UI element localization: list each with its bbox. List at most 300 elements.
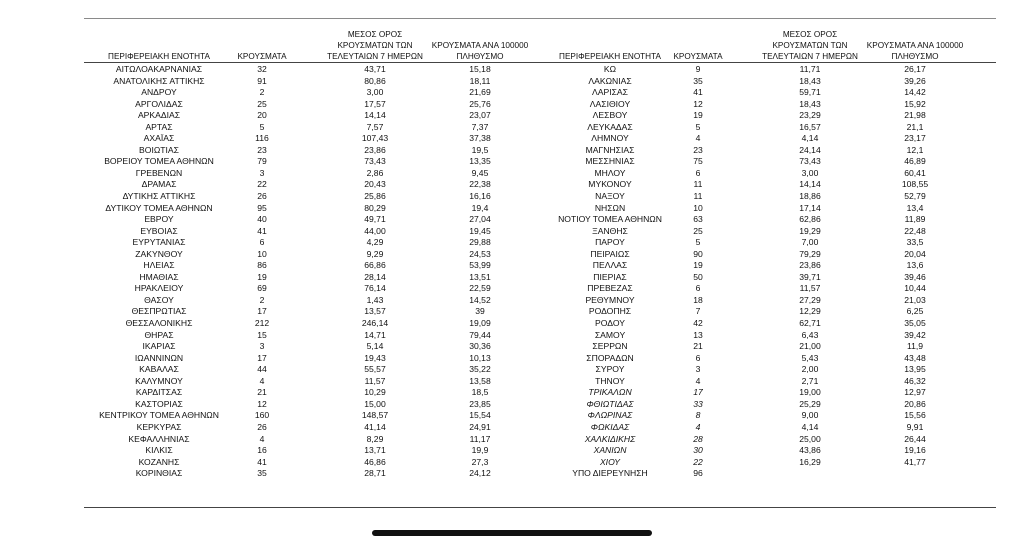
left-avg7-cell: 10,29	[364, 387, 386, 398]
right-region-cell: ΡΟΔΟΠΗΣ	[588, 306, 632, 317]
left-avg7-cell: 11,57	[364, 375, 386, 386]
right-region-cell: ΝΗΣΩΝ	[594, 202, 626, 213]
right-avg7-cell: 24,14	[799, 144, 821, 155]
right-avg7-cell: 2,00	[801, 364, 819, 375]
left-avg7-cell: 13,57	[364, 306, 386, 317]
right-avg7-cell: 43,86	[799, 445, 821, 456]
left-avg7-cell: 25,86	[364, 191, 386, 202]
left-per100k-cell: 23,07	[469, 110, 491, 121]
right-avg7-cell: 23,29	[799, 110, 821, 121]
right-region-cell: ΦΛΩΡΙΝΑΣ	[587, 410, 633, 421]
left-region-cell: ΑΧΑΪΑΣ	[143, 133, 175, 144]
right-avg7-cell: 19,00	[799, 387, 821, 398]
left-per100k-cell: 19,5	[471, 144, 489, 155]
table-row	[0, 306, 1024, 318]
left-per100k-cell: 13,35	[469, 156, 491, 167]
table-row	[0, 376, 1024, 388]
right-region-cell: ΞΑΝΘΗΣ	[592, 225, 628, 236]
right-avg7-cell: 25,29	[799, 398, 821, 409]
left-cases-cell: 41	[257, 225, 267, 236]
left-avg7-cell: 14,71	[364, 329, 386, 340]
left-avg7-cell: 8,29	[366, 433, 384, 444]
left-cases-cell: 41	[257, 456, 267, 467]
right-cases-cell: 63	[693, 214, 703, 225]
left-per100k-cell: 15,18	[469, 64, 491, 74]
home-indicator-bar	[372, 530, 652, 536]
right-cases-cell: 19	[693, 110, 703, 121]
table-row	[0, 399, 1024, 411]
right-avg7-cell: 25,00	[799, 433, 821, 444]
left-region-cell: ΕΥΒΟΙΑΣ	[140, 225, 178, 236]
left-cases-cell: 21	[257, 387, 267, 398]
table-row	[0, 422, 1024, 434]
left-avg7-cell: 14,14	[364, 110, 386, 121]
left-cases-cell: 212	[254, 318, 270, 329]
table-row	[0, 283, 1024, 295]
right-per100k-cell: 15,56	[904, 410, 926, 421]
right-cases-cell: 12	[693, 98, 703, 109]
right-avg7-cell: 11,57	[799, 283, 821, 294]
table-row	[0, 387, 1024, 399]
right-cases-cell: 19	[693, 260, 703, 271]
right-avg7-cell: 19,29	[799, 225, 821, 236]
right-avg7-cell: 4,14	[801, 421, 819, 432]
right-avg7-cell: 16,57	[799, 121, 821, 132]
right-region-cell: ΣΠΟΡΑΔΩΝ	[586, 352, 634, 363]
left-region-cell: ΑΡΓΟΛΙΔΑΣ	[135, 98, 183, 109]
right-per100k-cell: 11,89	[904, 214, 926, 225]
left-region-cell: ΚΕΦΑΛΛΗΝΙΑΣ	[128, 433, 190, 444]
left-region-cell: ΗΛΕΙΑΣ	[143, 260, 175, 271]
left-avg7-cell: 15,00	[364, 398, 386, 409]
right-cases-cell: 11	[693, 179, 703, 190]
right-cases-cell: 10	[693, 202, 703, 213]
right-per100k-cell: 52,79	[904, 191, 926, 202]
right-cases-cell: 22	[693, 456, 703, 467]
left-region-cell: ΚΑΛΥΜΝΟΥ	[135, 375, 183, 386]
left-cases-cell: 32	[257, 64, 267, 74]
right-per100k-cell: 21,03	[904, 294, 926, 305]
right-per100k-cell: 13,95	[904, 364, 926, 375]
right-cases-cell: 50	[693, 271, 703, 282]
left-region-cell: ΚΑΣΤΟΡΙΑΣ	[135, 398, 183, 409]
right-avg7-cell: 59,71	[799, 87, 821, 98]
left-cases-cell: 20	[257, 110, 267, 121]
left-cases-cell: 5	[259, 121, 265, 132]
data-table	[0, 64, 1024, 480]
right-per100k-cell: 43,48	[904, 352, 926, 363]
left-region-cell: ΙΚΑΡΙΑΣ	[142, 341, 176, 352]
left-per100k-cell: 24,91	[469, 421, 491, 432]
right-cases-cell: 13	[693, 329, 703, 340]
right-avg7-cell: 16,29	[799, 456, 821, 467]
left-per100k-cell: 15,54	[469, 410, 491, 421]
left-avg7-cell: 55,57	[364, 364, 386, 375]
right-region-cell: ΝΑΞΟΥ	[595, 191, 625, 202]
left-per100k-cell: 27,3	[471, 456, 489, 467]
left-region-cell: ΚΙΛΚΙΣ	[145, 445, 173, 456]
right-cases-cell: 18	[693, 294, 703, 305]
left-avg7-cell: 1,43	[366, 294, 384, 305]
right-cases-cell: 6	[695, 283, 701, 294]
left-cases-cell: 86	[257, 260, 267, 271]
table-row	[0, 457, 1024, 469]
right-per100k-cell: 22,48	[904, 225, 926, 236]
left-avg7-cell: 23,86	[364, 144, 386, 155]
right-cases-cell: 5	[695, 237, 701, 248]
left-per100k-cell: 19,45	[469, 225, 491, 236]
left-region-cell: ΑΝΑΤΟΛΙΚΗΣ ΑΤΤΙΚΗΣ	[113, 75, 205, 86]
left-cases-cell: 160	[254, 410, 270, 421]
left-per100k-cell: 14,52	[469, 294, 491, 305]
right-avg7-cell: 79,29	[799, 248, 821, 259]
left-cases-cell: 19	[257, 271, 267, 282]
left-per100k-cell: 23,85	[469, 398, 491, 409]
left-per100k-cell: 7,37	[471, 121, 489, 132]
left-region-cell: ΔΥΤΙΚΗΣ ΑΤΤΙΚΗΣ	[122, 191, 196, 202]
right-avg7-cell: 73,43	[799, 156, 821, 167]
right-region-cell: ΥΠΟ ΔΙΕΡΕΥΝΗΣΗ	[572, 468, 648, 479]
right-avg7-cell: 6,43	[801, 329, 819, 340]
left-header-avg7: ΜΕΣΟΣ ΟΡΟΣ ΚΡΟΥΣΜΑΤΩΝ ΤΩΝ ΤΕΛΕΥΤΑΙΩΝ 7 ΗΜΕΡΩΝ	[327, 30, 423, 61]
right-per100k-cell: 13,6	[906, 260, 924, 271]
table-row	[0, 353, 1024, 365]
left-header-per100k: ΚΡΟΥΣΜΑΤΑ ΑΝΑ 100000 ΠΛΗΘΥΣΜΟ	[431, 41, 529, 61]
right-region-cell: ΝΟΤΙΟΥ ΤΟΜΕΑ ΑΘΗΝΩΝ	[558, 214, 662, 225]
table-row	[0, 410, 1024, 422]
left-per100k-cell: 18,5	[471, 387, 489, 398]
left-region-cell: ΚΟΡΙΝΘΙΑΣ	[135, 468, 183, 479]
right-avg7-cell: 11,71	[799, 64, 821, 74]
left-region-cell: ΚΕΝΤΡΙΚΟΥ ΤΟΜΕΑ ΑΘΗΝΩΝ	[99, 410, 219, 421]
right-region-cell: ΧΑΛΚΙΔΙΚΗΣ	[584, 433, 636, 444]
left-cases-cell: 22	[257, 179, 267, 190]
table-row	[0, 272, 1024, 284]
left-per100k-cell: 13,58	[469, 375, 491, 386]
table-row	[0, 179, 1024, 191]
left-avg7-cell: 2,86	[366, 167, 384, 178]
left-avg7-cell: 17,57	[364, 98, 386, 109]
right-per100k-cell: 26,44	[904, 433, 926, 444]
right-region-cell: ΜΗΛΟΥ	[594, 167, 626, 178]
left-cases-cell: 3	[259, 167, 265, 178]
table-row	[0, 364, 1024, 376]
right-per100k-cell: 46,89	[904, 156, 926, 167]
left-avg7-cell: 20,43	[364, 179, 386, 190]
right-cases-cell: 96	[693, 468, 703, 479]
left-per100k-cell: 29,88	[469, 237, 491, 248]
right-region-cell: ΚΩ	[603, 64, 617, 74]
table-row	[0, 122, 1024, 134]
left-region-cell: ΕΒΡΟΥ	[144, 214, 174, 225]
left-region-cell: ΚΑΡΔΙΤΣΑΣ	[135, 387, 183, 398]
right-per100k-cell: 26,17	[904, 64, 926, 74]
right-cases-cell: 17	[693, 387, 703, 398]
left-per100k-cell: 39	[475, 306, 485, 317]
left-cases-cell: 12	[257, 398, 267, 409]
right-cases-cell: 9	[695, 64, 701, 74]
left-per100k-cell: 22,59	[469, 283, 491, 294]
table-row	[0, 341, 1024, 353]
left-region-cell: ΗΡΑΚΛΕΙΟΥ	[134, 283, 184, 294]
left-avg7-cell: 76,14	[364, 283, 386, 294]
right-per100k-cell: 41,77	[904, 456, 926, 467]
left-region-cell: ΖΑΚΥΝΘΟΥ	[135, 248, 183, 259]
right-cases-cell: 75	[693, 156, 703, 167]
right-per100k-cell: 23,17	[904, 133, 926, 144]
right-region-cell: ΣΑΜΟΥ	[594, 329, 626, 340]
right-per100k-cell: 108,55	[901, 179, 929, 190]
right-per100k-cell: 11,9	[906, 341, 924, 352]
left-region-cell: ΒΟΡΕΙΟΥ ΤΟΜΕΑ ΑΘΗΝΩΝ	[104, 156, 214, 167]
right-cases-cell: 4	[695, 421, 701, 432]
left-cases-cell: 35	[257, 468, 267, 479]
left-per100k-cell: 35,22	[469, 364, 491, 375]
table-row	[0, 110, 1024, 122]
right-per100k-cell: 33,5	[906, 237, 924, 248]
right-per100k-cell: 21,98	[904, 110, 926, 121]
right-region-cell: ΤΡΙΚΑΛΩΝ	[588, 387, 632, 398]
table-row	[0, 145, 1024, 157]
left-cases-cell: 44	[257, 364, 267, 375]
right-region-cell: ΠΕΛΛΑΣ	[592, 260, 628, 271]
right-per100k-cell: 10,44	[904, 283, 926, 294]
right-per100k-cell: 35,05	[904, 318, 926, 329]
table-row	[0, 156, 1024, 168]
table-row	[0, 191, 1024, 203]
table-row	[0, 168, 1024, 180]
right-cases-cell: 4	[695, 133, 701, 144]
right-cases-cell: 4	[695, 375, 701, 386]
left-avg7-cell: 9,29	[366, 248, 384, 259]
table-row	[0, 330, 1024, 342]
right-region-cell: ΛΗΜΝΟΥ	[591, 133, 629, 144]
left-cases-cell: 4	[259, 375, 265, 386]
left-per100k-cell: 19,4	[471, 202, 489, 213]
left-cases-cell: 26	[257, 421, 267, 432]
left-cases-cell: 3	[259, 341, 265, 352]
right-cases-cell: 90	[693, 248, 703, 259]
right-header-per100k: ΚΡΟΥΣΜΑΤΑ ΑΝΑ 100000 ΠΛΗΘΥΣΜΟ	[866, 41, 964, 61]
left-avg7-cell: 19,43	[364, 352, 386, 363]
left-avg7-cell: 246,14	[361, 318, 389, 329]
left-region-cell: ΗΜΑΘΙΑΣ	[139, 271, 179, 282]
left-cases-cell: 4	[259, 433, 265, 444]
right-per100k-cell: 21,1	[906, 121, 924, 132]
right-region-cell: ΜΑΓΝΗΣΙΑΣ	[585, 144, 635, 155]
right-avg7-cell: 39,71	[799, 271, 821, 282]
right-header-region: ΠΕΡΙΦΕΡΕΙΑΚΗ ΕΝΟΤΗΤΑ	[559, 52, 661, 61]
table-row	[0, 318, 1024, 330]
right-region-cell: ΛΑΣΙΘΙΟΥ	[589, 98, 631, 109]
table-row	[0, 237, 1024, 249]
right-region-cell: ΤΗΝΟΥ	[595, 375, 625, 386]
left-region-cell: ΔΡΑΜΑΣ	[141, 179, 177, 190]
table-row	[0, 87, 1024, 99]
left-avg7-cell: 148,57	[361, 410, 389, 421]
table-row	[0, 203, 1024, 215]
left-per100k-cell: 25,76	[469, 98, 491, 109]
right-region-cell: ΜΥΚΟΝΟΥ	[588, 179, 632, 190]
right-cases-cell: 41	[693, 87, 703, 98]
left-region-cell: ΘΗΡΑΣ	[144, 329, 174, 340]
table-row	[0, 133, 1024, 145]
right-region-cell: ΠΡΕΒΕΖΑΣ	[587, 283, 633, 294]
right-cases-cell: 7	[695, 306, 701, 317]
left-region-cell: ΚΕΡΚΥΡΑΣ	[136, 421, 182, 432]
right-per100k-cell: 39,46	[904, 271, 926, 282]
left-avg7-cell: 49,71	[364, 214, 386, 225]
right-avg7-cell: 12,29	[799, 306, 821, 317]
right-region-cell: ΛΕΣΒΟΥ	[592, 110, 628, 121]
right-avg7-cell: 21,00	[799, 341, 821, 352]
left-region-cell: ΚΑΒΑΛΑΣ	[139, 364, 179, 375]
left-avg7-cell: 7,57	[366, 121, 384, 132]
left-region-cell: ΓΡΕΒΕΝΩΝ	[135, 167, 183, 178]
left-per100k-cell: 21,69	[469, 87, 491, 98]
right-cases-cell: 23	[693, 144, 703, 155]
right-cases-cell: 3	[695, 364, 701, 375]
right-per100k-cell: 15,92	[904, 98, 926, 109]
right-avg7-cell: 4,14	[801, 133, 819, 144]
right-cases-cell: 35	[693, 75, 703, 86]
right-region-cell: ΠΙΕΡΙΑΣ	[593, 271, 627, 282]
left-avg7-cell: 107,43	[361, 133, 389, 144]
left-per100k-cell: 53,99	[469, 260, 491, 271]
left-cases-cell: 69	[257, 283, 267, 294]
right-per100k-cell: 6,25	[906, 306, 924, 317]
right-header-avg7: ΜΕΣΟΣ ΟΡΟΣ ΚΡΟΥΣΜΑΤΩΝ ΤΩΝ ΤΕΛΕΥΤΑΙΩΝ 7 ΗΜΕΡΩΝ	[762, 30, 858, 61]
right-avg7-cell: 62,86	[799, 214, 821, 225]
table-row	[0, 468, 1024, 480]
left-cases-cell: 40	[257, 214, 267, 225]
right-cases-cell: 21	[693, 341, 703, 352]
right-region-cell: ΛΑΡΙΣΑΣ	[592, 87, 628, 98]
left-cases-cell: 17	[257, 306, 267, 317]
left-cases-cell: 10	[257, 248, 267, 259]
table-row	[0, 214, 1024, 226]
right-cases-cell: 11	[693, 191, 703, 202]
right-region-cell: ΧΙΟΥ	[599, 456, 621, 467]
right-per100k-cell: 13,4	[906, 202, 924, 213]
right-avg7-cell: 14,14	[799, 179, 821, 190]
left-per100k-cell: 22,38	[469, 179, 491, 190]
left-per100k-cell: 19,9	[471, 445, 489, 456]
left-per100k-cell: 11,17	[469, 433, 491, 444]
right-avg7-cell: 5,43	[801, 352, 819, 363]
right-cases-cell: 28	[693, 433, 703, 444]
right-header-cases: ΚΡΟΥΣΜΑΤΑ	[673, 52, 723, 61]
left-per100k-cell: 24,12	[469, 468, 491, 479]
left-cases-cell: 91	[257, 75, 267, 86]
left-cases-cell: 17	[257, 352, 267, 363]
left-avg7-cell: 28,14	[364, 271, 386, 282]
left-region-cell: ΑΙΤΩΛΟΑΚΑΡΝΑΝΙΑΣ	[115, 64, 203, 74]
left-per100k-cell: 27,04	[469, 214, 491, 225]
table-row	[0, 434, 1024, 446]
right-per100k-cell: 20,04	[904, 248, 926, 259]
table-row	[0, 249, 1024, 261]
left-cases-cell: 26	[257, 191, 267, 202]
right-avg7-cell: 18,43	[799, 75, 821, 86]
left-cases-cell: 79	[257, 156, 267, 167]
right-cases-cell: 6	[695, 167, 701, 178]
right-region-cell: ΡΟΔΟΥ	[595, 318, 625, 329]
right-per100k-cell: 12,97	[904, 387, 926, 398]
table-row	[0, 76, 1024, 88]
right-region-cell: ΠΕΙΡΑΙΩΣ	[590, 248, 630, 259]
left-cases-cell: 95	[257, 202, 267, 213]
left-per100k-cell: 18,11	[469, 75, 491, 86]
left-region-cell: ΔΥΤΙΚΟΥ ΤΟΜΕΑ ΑΘΗΝΩΝ	[105, 202, 213, 213]
left-avg7-cell: 41,14	[364, 421, 386, 432]
table-row	[0, 64, 1024, 76]
left-per100k-cell: 13,51	[469, 271, 491, 282]
left-avg7-cell: 3,00	[366, 87, 384, 98]
right-per100k-cell: 19,16	[904, 445, 926, 456]
right-avg7-cell: 2,71	[801, 375, 819, 386]
left-per100k-cell: 10,13	[469, 352, 491, 363]
left-avg7-cell: 4,29	[366, 237, 384, 248]
right-per100k-cell: 60,41	[904, 167, 926, 178]
left-avg7-cell: 5,14	[366, 341, 384, 352]
left-region-cell: ΘΕΣΣΑΛΟΝΙΚΗΣ	[125, 318, 193, 329]
left-avg7-cell: 80,86	[364, 75, 386, 86]
right-region-cell: ΦΘΙΩΤΙΔΑΣ	[586, 398, 634, 409]
right-region-cell: ΣΕΡΡΩΝ	[592, 341, 628, 352]
left-avg7-cell: 73,43	[364, 156, 386, 167]
table-row	[0, 445, 1024, 457]
left-avg7-cell: 13,71	[364, 445, 386, 456]
right-per100k-cell: 39,42	[904, 329, 926, 340]
left-per100k-cell: 37,38	[469, 133, 491, 144]
left-header-cases: ΚΡΟΥΣΜΑΤΑ	[237, 52, 287, 61]
right-avg7-cell: 62,71	[799, 318, 821, 329]
left-region-cell: ΒΟΙΩΤΙΑΣ	[139, 144, 179, 155]
table-row	[0, 295, 1024, 307]
left-per100k-cell: 19,09	[469, 318, 491, 329]
left-avg7-cell: 44,00	[364, 225, 386, 236]
left-avg7-cell: 28,71	[364, 468, 386, 479]
right-per100k-cell: 39,26	[904, 75, 926, 86]
left-cases-cell: 23	[257, 144, 267, 155]
left-cases-cell: 6	[259, 237, 265, 248]
left-per100k-cell: 24,53	[469, 248, 491, 259]
header-divider	[84, 62, 996, 63]
right-per100k-cell: 14,42	[904, 87, 926, 98]
left-header-region: ΠΕΡΙΦΕΡΕΙΑΚΗ ΕΝΟΤΗΤΑ	[108, 52, 210, 61]
left-cases-cell: 16	[257, 445, 267, 456]
right-avg7-cell: 18,86	[799, 191, 821, 202]
right-region-cell: ΠΑΡΟΥ	[595, 237, 625, 248]
left-region-cell: ΘΕΣΠΡΩΤΙΑΣ	[131, 306, 187, 317]
right-region-cell: ΧΑΝΙΩΝ	[593, 445, 627, 456]
left-region-cell: ΘΑΣΟΥ	[144, 294, 174, 305]
left-per100k-cell: 16,16	[469, 191, 491, 202]
left-region-cell: ΙΩΑΝΝΙΝΩΝ	[134, 352, 184, 363]
left-region-cell: ΚΟΖΑΝΗΣ	[138, 456, 180, 467]
right-region-cell: ΛΑΚΩΝΙΑΣ	[588, 75, 632, 86]
left-cases-cell: 116	[255, 133, 269, 144]
right-cases-cell: 8	[695, 410, 701, 421]
left-region-cell: ΕΥΡΥΤΑΝΙΑΣ	[132, 237, 186, 248]
left-per100k-cell: 30,36	[469, 341, 491, 352]
table-row	[0, 99, 1024, 111]
right-avg7-cell: 3,00	[801, 167, 819, 178]
right-avg7-cell: 17,14	[799, 202, 821, 213]
left-cases-cell: 2	[259, 87, 265, 98]
right-cases-cell: 30	[693, 445, 703, 456]
